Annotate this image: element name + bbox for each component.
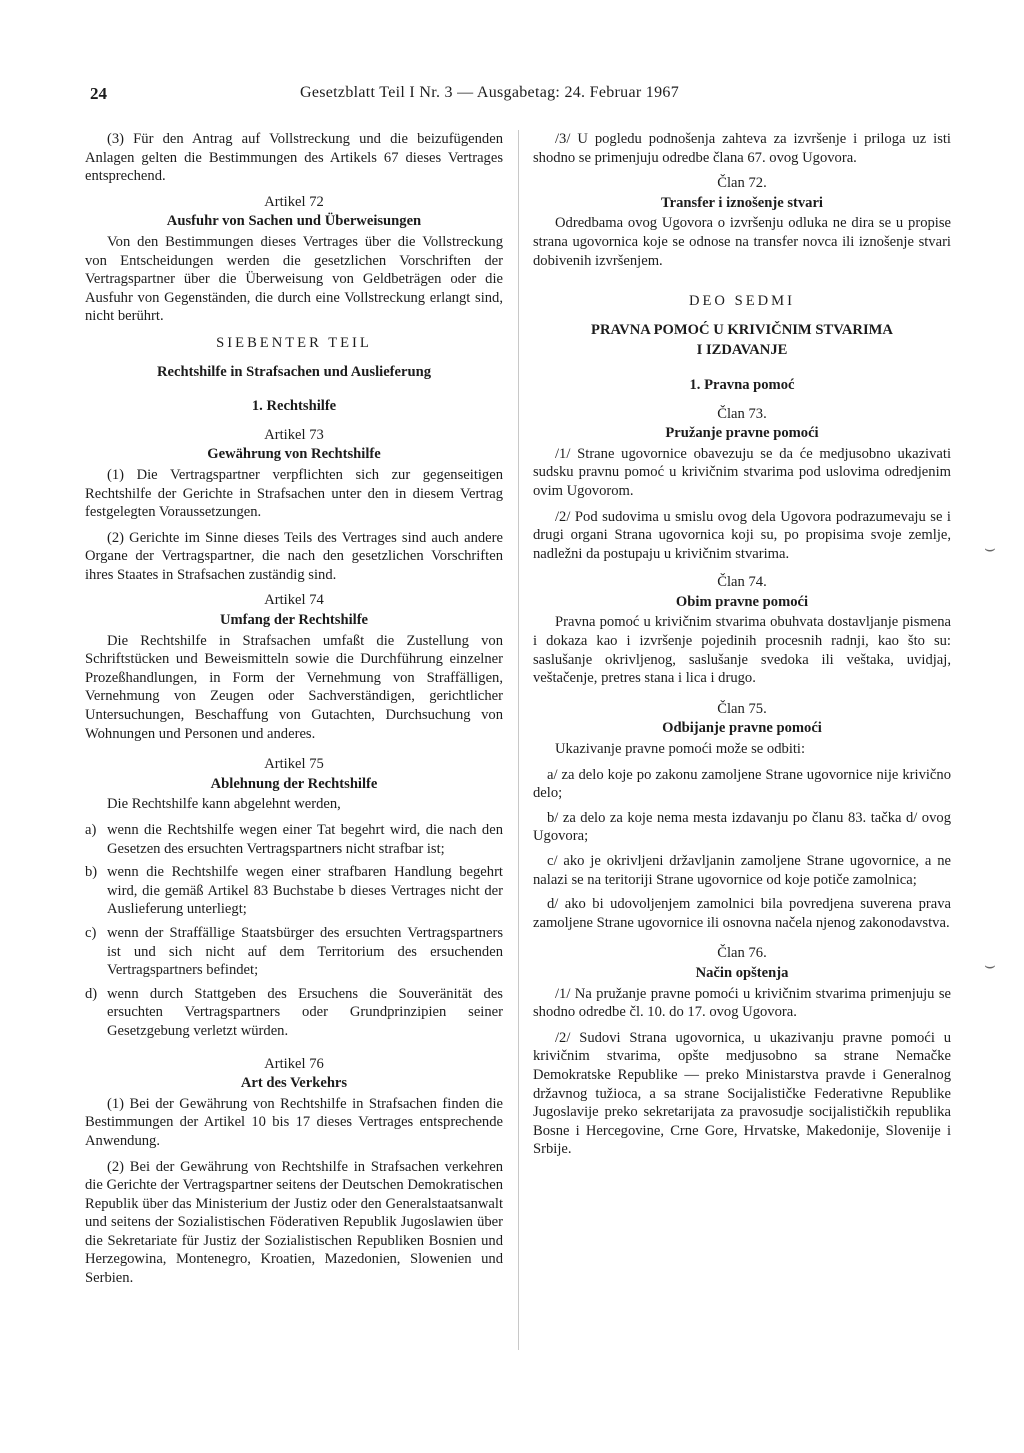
clan-71-paragraph-3: /3/ U pogledu podnošenja zahteva za izvršenje i priloga uz isti shodno se primenjuju odredbe člana 67. ovog Ugovora. [533,131,951,166]
article-73-title: Gewährung von Rechtshilfe [207,446,381,463]
article-72-heading: Artikel 72 [264,193,324,210]
running-title: Gesetzblatt Teil I Nr. 3 — Ausgabetag: 24. Februar 1967 [300,84,680,101]
part-seven-heading: SIEBENTER TEIL [216,334,372,351]
part-seven-subtitle: Rechtshilfe in Strafsachen und Auslieferung [156,363,432,380]
clan-75-title: Odbijanje pravne pomoći [662,720,822,737]
article-75-item: d) wenn durch Stattgeben des Ersuchens die Souveränität des ersuchten Vertragspartners oder Grundprinzipien seiner Gesetzgebung verletzt würden. [85,985,503,1039]
clan-75-item: c/ ako je okrivljeni državljanin zamoljene Strane ugovornice, a ne nalazi se na teritoriji Strane ugovornice od koje potiče zamolnica; [533,853,951,888]
article-74-heading: Artikel 74 [264,592,324,609]
clan-73-heading: Član 73. [717,405,767,422]
article-75-intro: Die Rechtshilfe kann abgelehnt werden, [107,796,341,813]
article-74-title: Umfang der Rechtshilfe [219,612,369,629]
clan-76-heading: Član 76. [717,945,767,962]
article-76-heading: Artikel 76 [264,1055,324,1072]
article-74-text: Die Rechtshilfe in Strafsachen umfaßt die Zustellung von Schriftstücken und Beweismitteln sowie die Durchführung einzelner Prozeßhandlungen, in Form der Vernehmung von Straffälligen, Vernehmung von Zeugen oder Sachverständigen, gerichtlicher Untersuchungen, Beschaffung von Gutachten, Durchsuchung von Wohnungen und Personen und anderes. [85,632,503,742]
page-number: 24 [90,84,107,103]
article-73-heading: Artikel 73 [264,426,324,443]
article-73-paragraph-1: (1) Die Vertragspartner verpflichten sich zur gegenseitigen Rechtshilfe der Gerichte in Strafsachen unter den in diesem Vertrag festgelegten Voraussetzungen. [85,466,503,521]
part-seven-subtitle-line-2: I IZDAVANJE [696,342,788,359]
article-76-paragraph-2: (2) Bei der Gewährung von Rechtshilfe in Strafsachen verkehren die Gerichte der Vertragspartner seitens der Deutschen Demokratischen Republik über das Ministerium der Justiz oder den Generalstaatsanwalt und seitens der Sozialistischen Föderativen Republik Jugoslawien über die Sekretariate für Justiz der Sozialistischen Republiken Bosnien und Herzegowina, Montenegro, Kroatien, Mazedonien, Slowenien und Serbien. [85,1158,503,1287]
clan-74-text: Pravna pomoć u krivičnim stvarima obuhvata dostavljanje pismena i dokaza kao i izvršenje pojedinih procesnih radnji, kao što su: saslušanje okrivljenog, saslušanje svedoka ili veštaka, uvidjaj, veštačenje, pretres stana i lica i drugo. [533,614,951,687]
section-1-heading: 1. Rechtshilfe [251,398,337,415]
article-75-title: Ablehnung der Rechtshilfe [210,775,378,792]
part-seven-heading: DEO SEDMI [688,293,796,310]
clan-72-title: Transfer i iznošenje stvari [661,194,823,211]
clan-72-text: Odredbama ovog Ugovora o izvršenju odluka ne dira se u propise strana ugovornica koje se odnose na transfer novca ili iznošenje stvari dobivenih izvršenjem. [533,215,951,269]
clan-75-item: d/ ako bi udovoljenjem zamolnici bila povredjena suverena prava zamoljene Strane ugovornice ili osnovna načela njenog zakonodavstva. [533,896,951,931]
clan-75-item: b/ za delo za koje nema mesta izdavanju po članu 83. tačka d/ ovog Ugovora; [533,809,951,845]
column-divider [518,130,519,1350]
article-75-item: b) wenn die Rechtshilfe wegen einer strafbaren Handlung begehrt wird, die gemäß Artikel 83 Buchstabe b dieses Vertrages nicht der Auslieferung unterliegt; [85,864,503,918]
section-1-heading: 1. Pravna pomoć [689,376,795,393]
clan-76-paragraph-1: /1/ Na pružanje pravne pomoći u krivičnim stvarima primenjuju se shodno odredbe čl. 10. do 17. ovog Ugovora. [533,985,951,1021]
article-71-paragraph-3: (3) Für den Antrag auf Vollstreckung und die beizufügenden Anlagen gelten die Bestimmungen des Artikels 67 dieses Vertrages entsprechend. [85,131,503,185]
page-header [90,84,950,106]
article-76-paragraph-1: (1) Bei der Gewährung von Rechtshilfe in Strafsachen finden die Bestimmungen der Artikel 10 bis 17 dieses Vertrages entsprechende Anwendung. [85,1095,503,1149]
german-column [85,130,503,1295]
clan-73-title: Pružanje pravne pomoći [665,425,819,442]
part-seven-subtitle-line-1: PRAVNA POMOĆ U KRIVIČNIM STVARIMA [591,321,893,338]
article-75-heading: Artikel 75 [264,756,324,773]
article-72-title: Ausfuhr von Sachen und Überweisungen [166,213,422,230]
article-75-item: c) wenn der Straffällige Staatsbürger des ersuchten Vertragspartners ist und sich nicht auf dem Territorium des ersuchenden Vertragspartners befindet; [85,924,503,979]
article-72-text: Von den Bestimmungen dieses Vertrages über die Vollstreckung von Entscheidungen werden die gesetzlichen Vorschriften der Vertragspartner über die Überweisung von Geldbeträgen oder die Ausfuhr von Gegenständen, die durch eine Vollstreckung erlangt sind, nicht berührt. [85,233,503,325]
margin-mark: ⌣ [984,538,996,558]
margin-mark: ⌣ [984,955,996,975]
clan-73-paragraph-1: /1/ Strane ugovornice obavezuju se da će medjusobno ukazivati sudsku pravnu pomoć u krivičnim stvarima pod uslovima odredjenim ovim Ugovorom. [533,445,951,499]
clan-73-paragraph-2: /2/ Pod sudovima u smislu ovog dela Ugovora podrazumevaju se i drugi organi Strana ugovornica koji su, po propisima svoje zemlje, nadležni da postupaju u krivičnim stvarima. [533,508,951,562]
clan-74-heading: Član 74. [717,574,767,591]
article-73-paragraph-2: (2) Gerichte im Sinne dieses Teils des Vertrages sind auch andere Organe der Vertragspartner, die nach den gesetzlichen Vorschriften ihres Staates in Strafsachen zuständig sind. [85,529,503,583]
clan-74-title: Obim pravne pomoći [675,593,809,610]
article-75-item: a) wenn die Rechtshilfe wegen einer Tat begehrt wird, die nach den Gesetzen des ersuchten Vertragspartners nicht strafbar ist; [85,822,503,857]
article-76-title: Art des Verkehrs [240,1075,348,1092]
clan-75-intro: Ukazivanje pravne pomoći može se odbiti: [555,741,806,758]
clan-75-item: a/ za delo koje po zakonu zamoljene Strane ugovornice nije krivično delo; [533,766,951,802]
clan-76-paragraph-2: /2/ Sudovi Strana ugovornica, u ukazivanju pravne pomoći u krivičnim stvarima, opšte medjusobno sa strane Nemačke Demokratske Republike — preko Ministarstva pravde i Generalnog državnog tužioca, a sa strane Socijalističke Federativne Republike Jugoslavije preko sekretarijata za pravosudje socijalističkih republika Bosne i Hercegovine, Crne Gore, Hrvatske, Makedonije, Slovenije i Srbije. [533,1029,951,1158]
clan-72-heading: Član 72. [717,175,767,192]
clan-76-title: Način opštenja [695,964,789,981]
clan-75-heading: Član 75. [717,700,767,717]
serbo-croatian-column [533,130,951,1166]
